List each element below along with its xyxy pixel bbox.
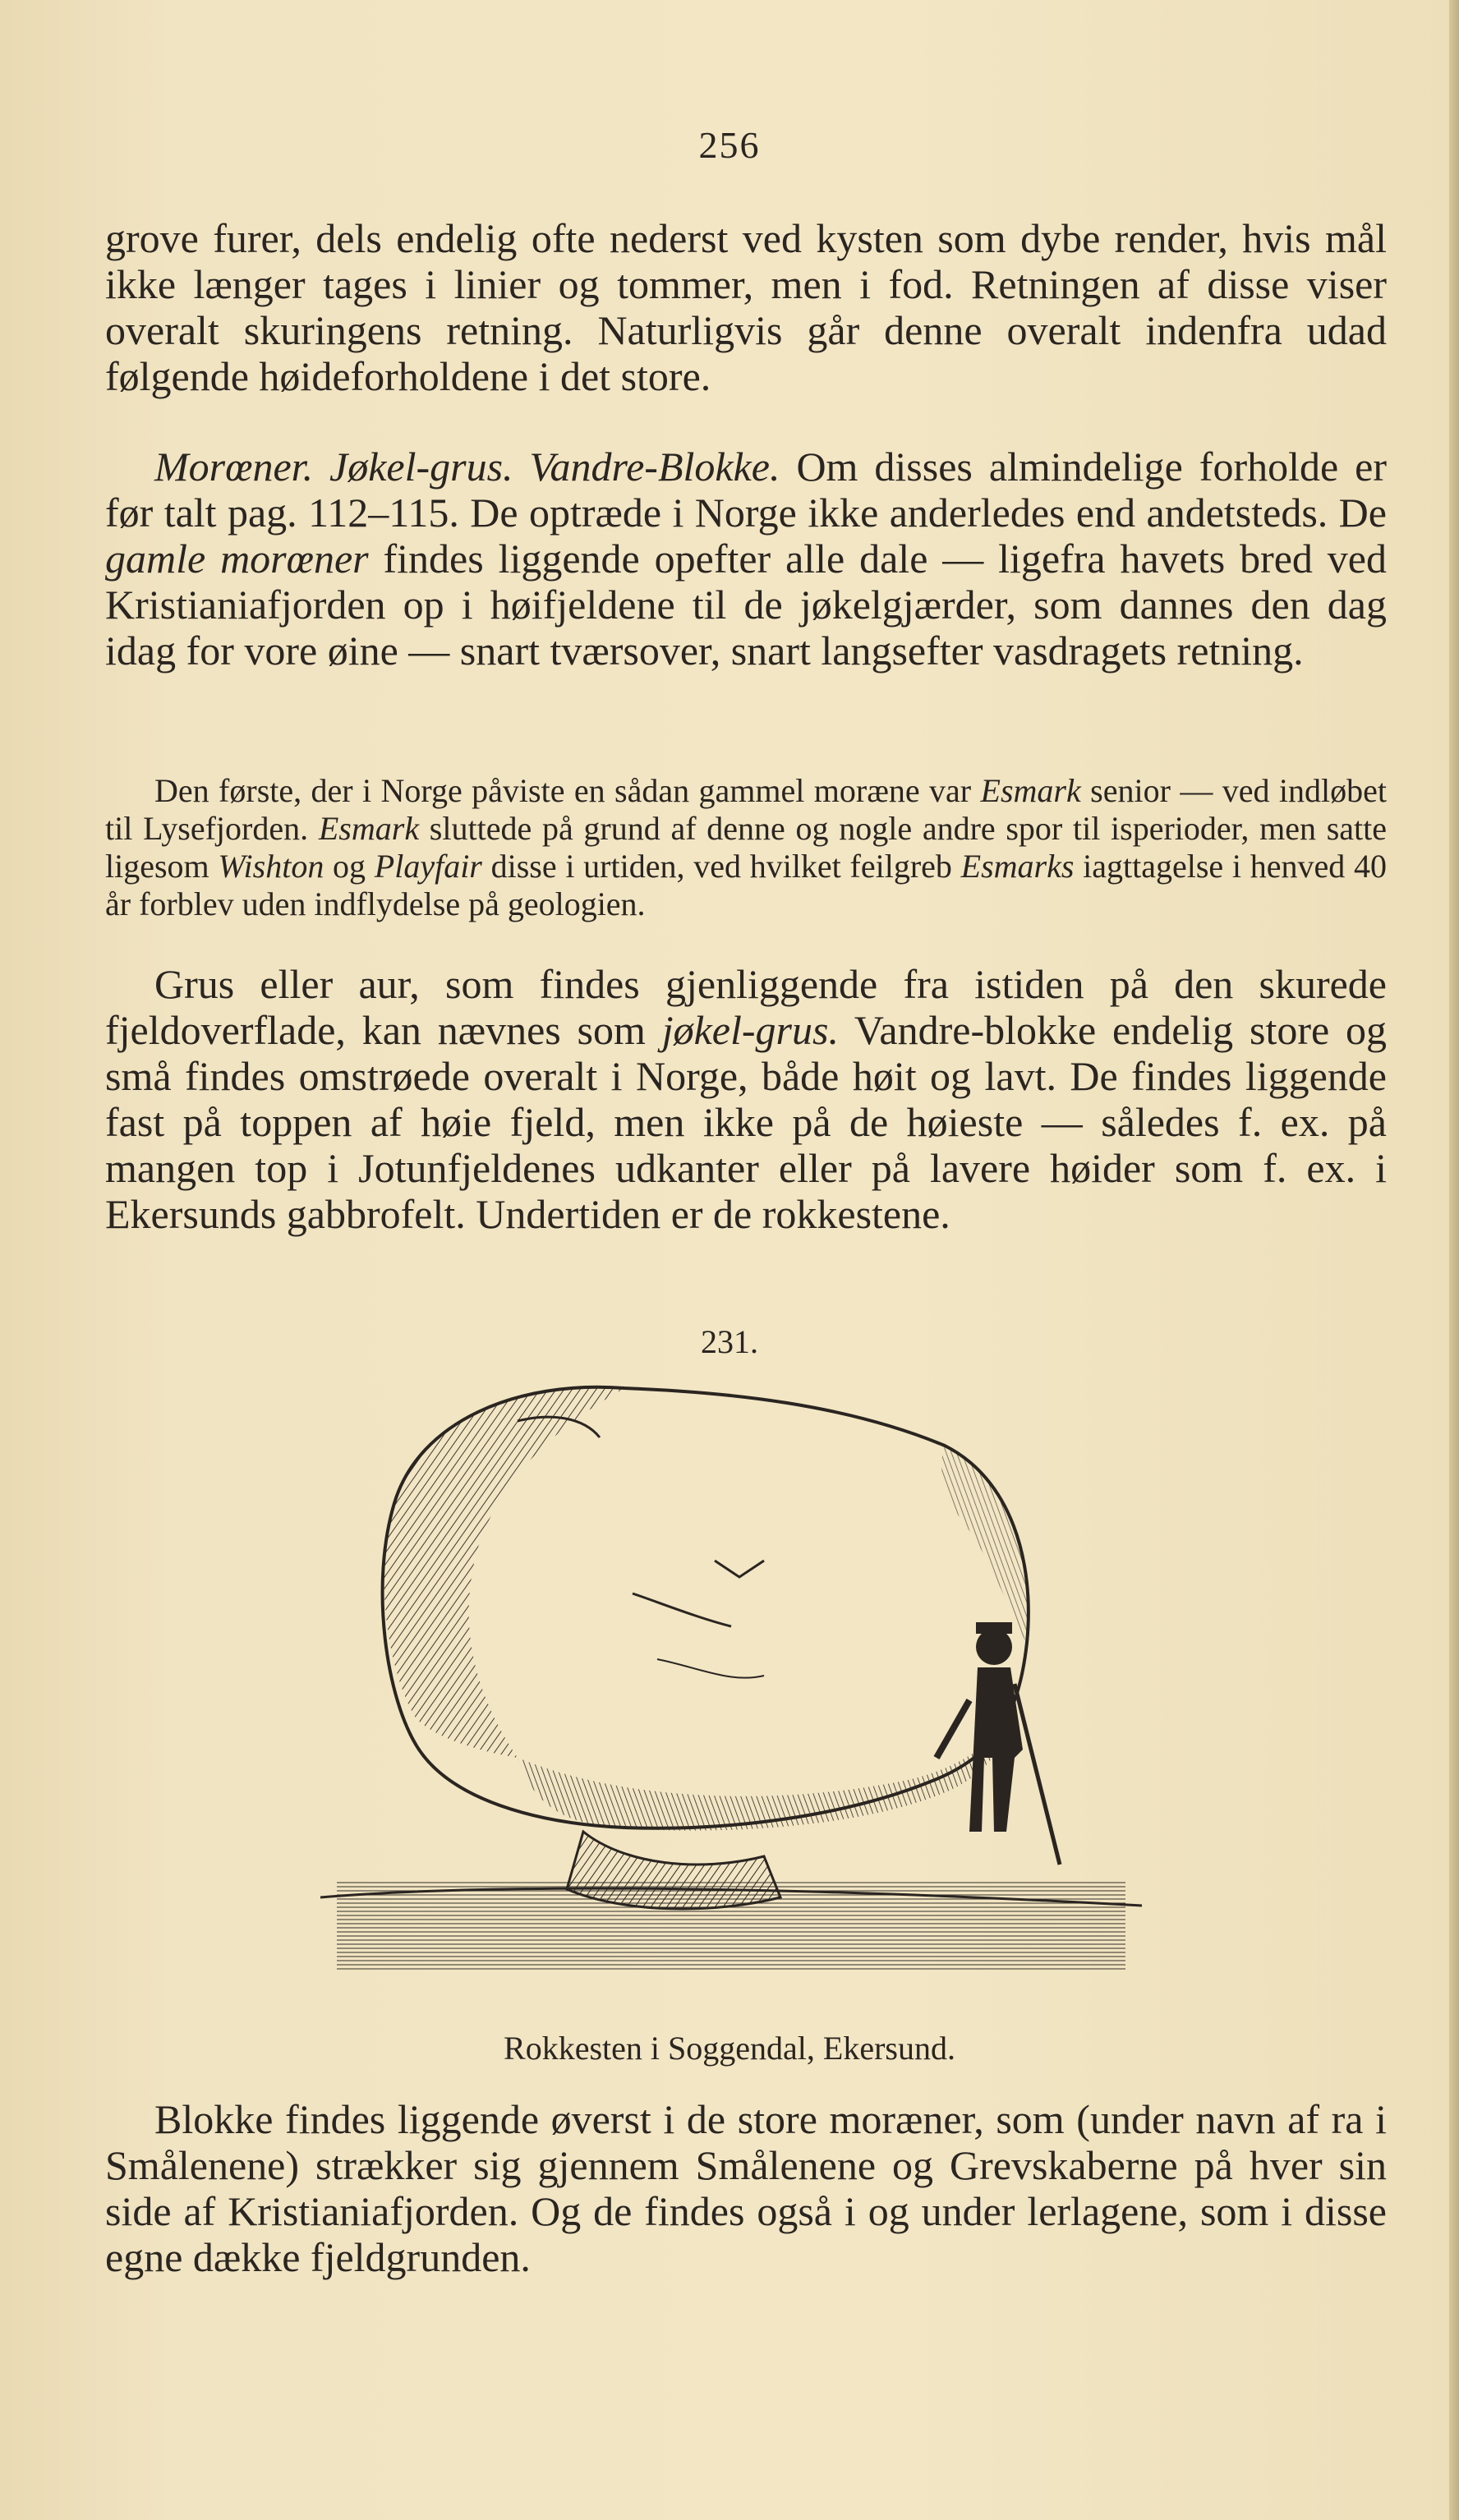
paragraph-blokke: Blokke findes liggende øverst i de store moræner, som (under navn af ra i Smålenene) strækker sig gjennem Smålenene og Grevskaberne på hver sin side af Kristianiafjorden. Og de findes også i og under lerlagene, som i disse egne dække fjeldgrunden.: [105, 2096, 1387, 2280]
figure-number: 231.: [701, 1323, 758, 1360]
moraener-text-2: findes liggende opefter alle dale — ligefra havets bred ved Kristianiafjorden op i høifjeldene til de jøkelgjærder, som dannes den dag idag for vore øine — snart tværsover, snart langsefter vasdragets retning.: [105, 536, 1387, 674]
paragraph-skuring: grove furer, dels endelig ofte nederst ved kysten som dybe render, hvis mål ikke længer tages i linier og tommer, men i fod. Retningen af disse viser overalt skuringens retning. Naturligvis går denne overalt indenfra udad følgende høideforholdene i det store.: [105, 215, 1387, 399]
text-bottom: [105, 2096, 1387, 2280]
moraener-text-1: Om disses almindelige forholde er før talt pag. 112–115. De optræde i Norge ikke anderledes end andetsteds. De: [105, 444, 1387, 536]
paragraph-esmark-note: [105, 772, 1387, 923]
text-small: [105, 772, 1387, 923]
small-text-4: og: [324, 848, 375, 885]
page-edge: [1449, 0, 1459, 2520]
small-italic-1: Esmark: [980, 772, 1081, 809]
text-grus: [105, 961, 1387, 1237]
small-text-6: iagttagelse i henved 40 år forblev uden indflydelse på geologien.: [105, 848, 1388, 922]
small-text-3: sluttede på grund af denne og nogle andre spor til isperioder, men satte ligesom: [105, 810, 1388, 885]
text-top: [105, 215, 1387, 399]
figure-caption: Rokkesten i Soggendal, Ekersund.: [504, 2030, 955, 2067]
paragraph-moraener: [105, 444, 1387, 674]
small-text-1: Den første, der i Norge påviste en sådan gammel moræne var: [154, 772, 981, 809]
moraener-heading: Morœner. Jøkel-grus. Vandre-Blokke.: [154, 444, 780, 490]
small-italic-5: Esmarks: [960, 848, 1075, 885]
text-moraener: [105, 444, 1387, 674]
small-italic-3: Wishton: [218, 848, 324, 885]
small-text-2: senior — ved indløbet til Lysefjorden.: [105, 772, 1387, 847]
small-italic-4: Playfair: [374, 848, 482, 885]
rocking-stone-illustration: [271, 1372, 1191, 2021]
grus-italic-1: jøkel-grus.: [661, 1007, 839, 1053]
grus-text-2: Vandre-blokke endelig store og små findes omstrøede overalt i Norge, både høit og lavt. De findes liggende fast på toppen af høie fjeld, men ikke på de høieste — således f. ex. på mangen top i Jotunfjeldenes udkanter eller på lavere høider som f. ex. i Ekersunds gabbrofelt. Undertiden er de rokkestene.: [105, 1007, 1387, 1237]
grus-text-1: Grus eller aur, som findes gjenliggende fra istiden på den skurede fjeldoverflade, kan nævnes som: [105, 961, 1387, 1053]
small-text-5: disse i urtiden, ved hvilket feilgreb: [481, 848, 961, 885]
page-number: 256: [698, 124, 761, 166]
small-italic-2: Esmark: [318, 810, 420, 847]
paragraph-grus: [105, 961, 1387, 1237]
moraener-italic-2: gamle morœner: [105, 536, 369, 582]
